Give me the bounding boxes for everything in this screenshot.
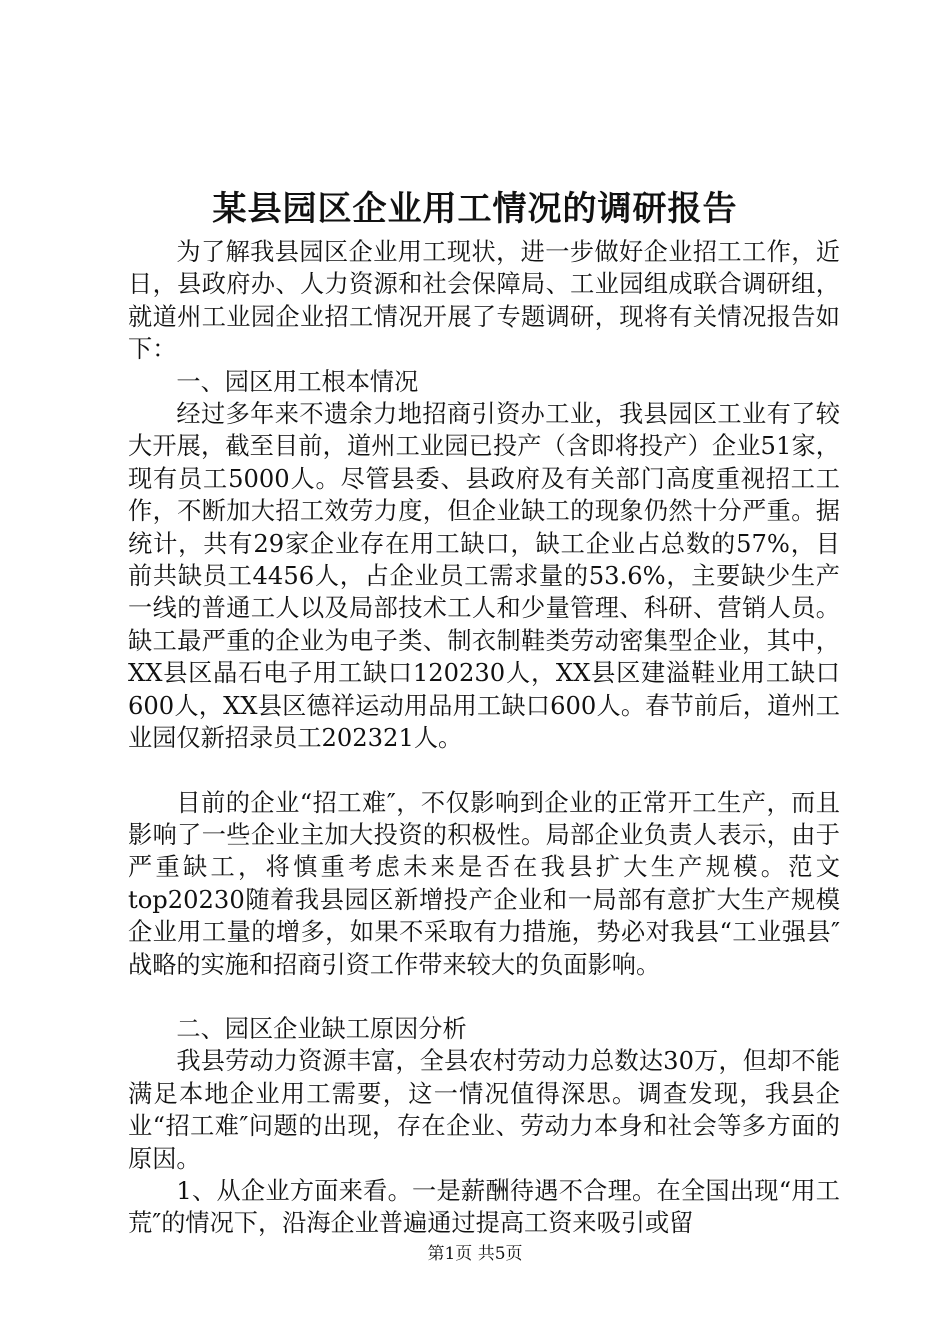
page-number: 第1页 共5页 (427, 1244, 523, 1264)
document-title: 某县园区企业用工情况的调研报告 (212, 189, 738, 229)
paragraph-intro: 为了解我县园区企业用工现状，进一步做好企业招工工作，近日，县政府办、人力资源和社会保障局、工业园组成联合调研组，就道州工业园企业招工情况开展了专题调研，现将有关情况报告如下： (128, 238, 840, 364)
document-body (128, 236, 840, 1240)
paragraph-recruitment-difficulty: 目前的企业“招工难″，不仅影响到企业的正常开工生产，而且影响了一些企业主加大投资的积极性。局部企业负责人表示，由于严重缺工，将慎重考虑未来是否在我县扩大生产规模。范文top20230随着我县园区新增投产企业和一局部有意扩大生产规模企业用工量的增多，如果不采取有力措施，势必对我县“工业强县″战略的实施和招商引资工作带来较大的负面影响。 (128, 788, 840, 979)
section-heading-1: 一、园区用工根本情况 (176, 367, 419, 396)
section-heading-2: 二、园区企业缺工原因分析 (176, 1014, 467, 1043)
paragraph-labor-resources: 我县劳动力资源丰富，全县农村劳动力总数达30万，但却不能满足本地企业用工需要，这一情况值得深思。调查发现，我县企业“招工难″问题的出现，存在企业、劳动力本身和社会等多方面的原因。 (128, 1047, 840, 1173)
paragraph-enterprise-reasons: 1、从企业方面来看。一是薪酬待遇不合理。在全国出现“用工荒″的情况下，沿海企业普遍通过提高工资来吸引或留 (128, 1176, 840, 1238)
paragraph-employment-status: 经过多年来不遗余力地招商引资办工业，我县园区工业有了较大开展，截至目前，道州工业园已投产（含即将投产）企业51家，现有员工5000人。尽管县委、县政府及有关部门高度重视招工工作，不断加大招工效劳力度，但企业缺工的现象仍然十分严重。据统计，共有29家企业存在用工缺口，缺工企业占总数的57%，目前共缺员工4456人，占企业员工需求量的53.6%，主要缺少生产一线的普通工人以及局部技术工人和少量管理、科研、营销人员。缺工最严重的企业为电子类、制衣制鞋类劳动密集型企业，其中，XX县区晶石电子用工缺口120230人，XX县区建溢鞋业用工缺口600人，XX县区德祥运动用品用工缺口600人。春节前后，道州工业园仅新招录员工202321人。 (128, 400, 840, 753)
